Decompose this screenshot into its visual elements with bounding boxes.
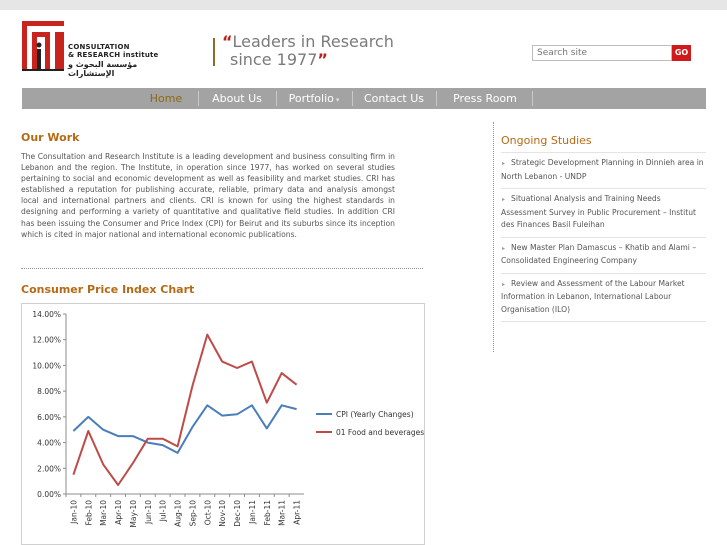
logo-arabic-text: مؤسسة البحوث و الإستشارات: [68, 60, 138, 78]
nav-press-room[interactable]: Press Room: [453, 92, 517, 105]
x-tick-label: Mar-11: [277, 500, 287, 526]
main-nav: [22, 88, 706, 109]
tagline: [222, 33, 394, 69]
x-tick-label: Jan-10: [69, 500, 79, 524]
search-input[interactable]: [532, 45, 672, 61]
legend-label-2: 01 Food and beverages: [336, 428, 424, 437]
tagline-line1: Leaders in Research: [232, 32, 394, 51]
study-text: New Master Plan Damascus – Khatib and Alami – Consolidated Engineering Company: [501, 242, 697, 265]
y-tick-label: 6.00%: [37, 412, 61, 422]
nav-separator: [198, 91, 199, 106]
x-tick-label: Jun-10: [143, 500, 153, 524]
study-item[interactable]: [501, 237, 706, 273]
ongoing-studies-list: [501, 152, 706, 322]
logo[interactable]: [22, 21, 182, 78]
cpi-chart-svg: [22, 304, 424, 544]
bullet-arrow-icon: ▸: [502, 244, 506, 252]
study-item[interactable]: [501, 152, 706, 188]
x-tick-label: Mar-10: [99, 500, 109, 526]
study-item[interactable]: [501, 188, 706, 237]
bullet-arrow-icon: ▸: [502, 160, 506, 167]
legend-label-1: CPI (Yearly Changes): [336, 410, 414, 419]
bullet-arrow-icon: ▸: [502, 196, 506, 203]
x-tick-label: Jul-10: [158, 500, 168, 522]
y-tick-label: 10.00%: [32, 361, 61, 371]
cpi-chart-heading: Consumer Price Index Chart: [21, 283, 195, 296]
close-quote: ”: [317, 50, 328, 69]
x-tick-label: Jan-11: [247, 500, 257, 524]
section-divider: [21, 268, 423, 269]
x-tick-label: Sep-10: [188, 500, 198, 527]
our-work-body: The Consultation and Research Institute is a leading development and business consulting firm in Lebanon and the region. The Institute, in operation since 1977, has worked on several studies pertaining to social and economic development as well as feasibility and market studies. CRI has established a reputation for publishing accurate, reliable, primary data and analysis amongst local and international partners and clients. CRI is known for using the highest standards in designing and performing a variety of quantitative and qualitative field studies. In addition CRI has been issuing the Consumer and Price Index (CPI) for Beirut and its suburbs since its inception which is cited in major national and international economic publications.: [21, 152, 395, 239]
x-tick-label: Aug-10: [173, 500, 183, 527]
tagline-line2: since 1977: [230, 50, 318, 69]
study-text: Situational Analysis and Training Needs Assessment Survey in Public Procurement – Institut des Finances Basil Fuleihan: [501, 194, 697, 229]
x-tick-label: Oct-10: [203, 500, 213, 526]
y-tick-label: 8.00%: [37, 387, 61, 397]
chevron-down-icon: ▾: [335, 96, 340, 104]
cpi-chart: [21, 303, 425, 545]
x-tick-label: Feb-10: [84, 500, 94, 526]
study-text: Review and Assessment of the Labour Market Information in Lebanon, International Labour Organisation (ILO): [501, 278, 685, 314]
study-item[interactable]: [501, 273, 706, 323]
x-tick-label: Dec-10: [233, 500, 243, 527]
x-tick-label: Apr-11: [292, 500, 302, 525]
tagline-divider: [213, 38, 215, 66]
y-tick-label: 12.00%: [32, 335, 61, 345]
our-work-heading: Our Work: [21, 131, 80, 144]
nav-separator: [436, 91, 437, 106]
x-tick-label: Nov-10: [218, 500, 228, 527]
column-divider: [493, 122, 494, 352]
search-go-button[interactable]: GO: [672, 45, 691, 61]
x-tick-label: Feb-11: [262, 500, 272, 526]
nav-portfolio-label: Portfolio: [288, 92, 334, 105]
series-line-2: [73, 335, 296, 485]
x-tick-label: Apr-10: [114, 500, 124, 525]
y-tick-label: 4.00%: [37, 438, 61, 448]
nav-about-us[interactable]: About Us: [212, 92, 262, 105]
x-tick-label: May-10: [128, 500, 138, 528]
nav-separator: [532, 91, 533, 106]
nav-portfolio[interactable]: [280, 88, 348, 109]
ongoing-studies-heading: Ongoing Studies: [501, 134, 592, 147]
y-tick-label: 0.00%: [37, 490, 61, 499]
logo-mark-icon: [22, 21, 64, 73]
y-tick-label: 2.00%: [37, 464, 61, 474]
logo-text: CONSULTATION & RESEARCH institute: [68, 43, 159, 59]
study-text: Strategic Development Planning in Dinnieh area in North Lebanon - UNDP: [501, 158, 704, 181]
open-quote: “: [222, 32, 233, 51]
bullet-arrow-icon: ▸: [502, 280, 506, 288]
nav-contact-us[interactable]: Contact Us: [363, 92, 425, 105]
top-strip: [0, 0, 727, 10]
nav-separator: [276, 91, 277, 106]
nav-home[interactable]: Home: [149, 92, 183, 105]
y-tick-label: 14.00%: [32, 310, 61, 319]
nav-separator: [352, 91, 353, 106]
